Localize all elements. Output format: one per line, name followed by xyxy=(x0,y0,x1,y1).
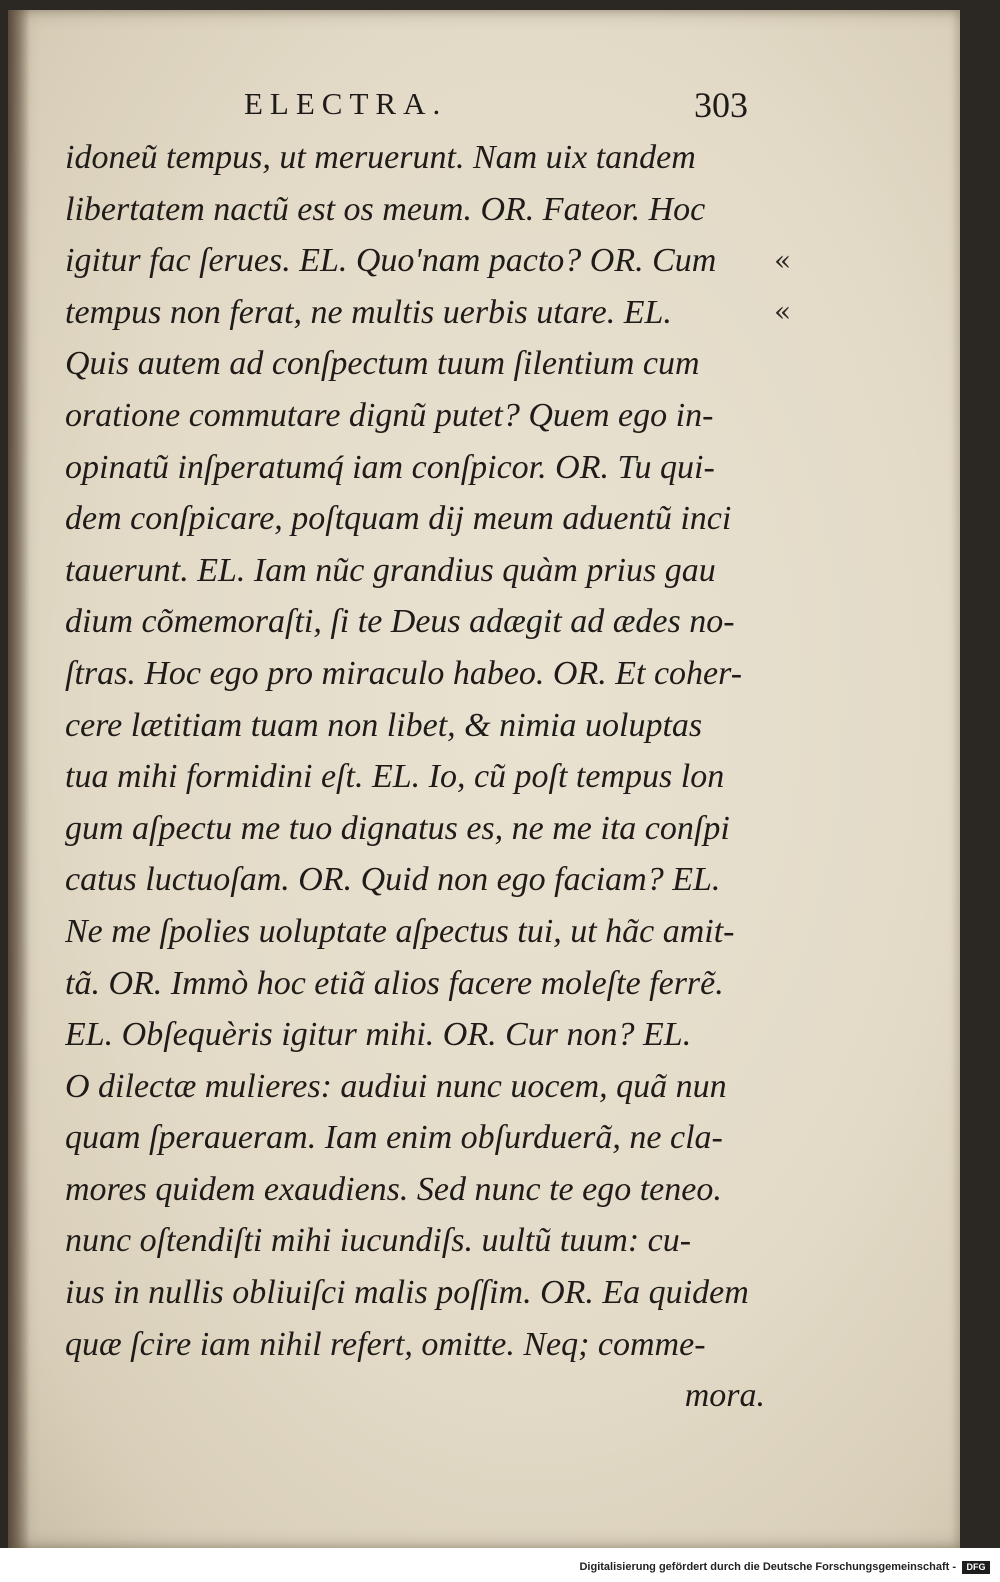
text-line: oratione commutare dignũ putet? Quem ego in- xyxy=(65,396,714,434)
margin-quote-mark: « xyxy=(774,244,792,277)
page-number: 303 xyxy=(694,85,748,125)
digitization-footer xyxy=(0,1548,1000,1582)
text-line: O dilectæ mulieres: audiui nunc uocem, quã nun xyxy=(65,1067,727,1105)
text-line: tã. OR. Immò hoc etiã alios facere moleſte ferrẽ. xyxy=(65,964,724,1002)
page-header xyxy=(8,86,960,126)
text-line: EL. Obſequèris igitur mihi. OR. Cur non? EL. xyxy=(65,1016,692,1054)
page-gutter-shadow xyxy=(8,10,30,1548)
margin-quote-mark: « xyxy=(774,295,792,328)
text-line: tauerunt. EL. Iam nũc grandius quàm prius gau xyxy=(65,551,716,589)
text-line: tua mihi formidini eſt. EL. Io, cũ poſt tempus lon xyxy=(65,758,725,796)
text-line: dem conſpicare, poſtquam dij meum aduentũ inci xyxy=(65,500,732,538)
text-line: quam ſperaueram. Iam enim obſurduerã, ne cla- xyxy=(65,1119,723,1157)
running-title: ELECTRA. xyxy=(244,86,448,121)
text-line: mores quidem exaudiens. Sed nunc te ego teneo. xyxy=(65,1170,722,1208)
text-line: ius in nullis obliuiſci malis poſſim. OR. Ea quidem xyxy=(65,1274,749,1312)
text-block xyxy=(65,132,765,1422)
text-line: quæ ſcire iam nihil refert, omitte. Neq; comme- xyxy=(65,1325,706,1363)
text-line: dium cõmemoraſti, ſi te Deus adægit ad ædes no- xyxy=(65,603,735,641)
text-line: idoneũ tempus, ut meruerunt. Nam uix tandem xyxy=(65,139,696,176)
text-line: tempus non ferat, ne multis uerbis utare. EL. xyxy=(65,293,672,331)
funding-credit: Digitalisierung gefördert durch die Deutsche Forschungsgemeinschaft - xyxy=(579,1561,956,1573)
text-line: catus luctuoſam. OR. Quid non ego faciam? EL. xyxy=(65,861,721,899)
text-line: gum aſpectu me tuo dignatus es, ne me ita conſpi xyxy=(65,809,730,847)
dfg-logo: DFG xyxy=(962,1561,990,1574)
text-line: nunc oſtendiſti mihi iucundiſs. uultũ tuum: cu- xyxy=(65,1222,692,1260)
text-line: opinatũ inſperatumq́ iam conſpicor. OR. Tu qui- xyxy=(65,448,715,486)
text-line: cere lætitiam tuam non libet, & nimia uoluptas xyxy=(65,706,703,744)
text-line: igitur fac ſerues. EL. Quo'nam pacto? OR. Cum xyxy=(65,242,717,280)
text-line: libertatem nactũ est os meum. OR. Fateor. Hoc xyxy=(65,190,706,228)
book-page xyxy=(8,10,960,1548)
text-line: ſtras. Hoc ego pro miraculo habeo. OR. Et coher- xyxy=(65,654,743,692)
text-line: Ne me ſpolies uoluptate aſpectus tui, ut hãc amit- xyxy=(65,912,735,950)
catchword: mora. xyxy=(684,1377,765,1415)
text-line: Quis autem ad conſpectum tuum ſilentium cum xyxy=(65,345,700,383)
